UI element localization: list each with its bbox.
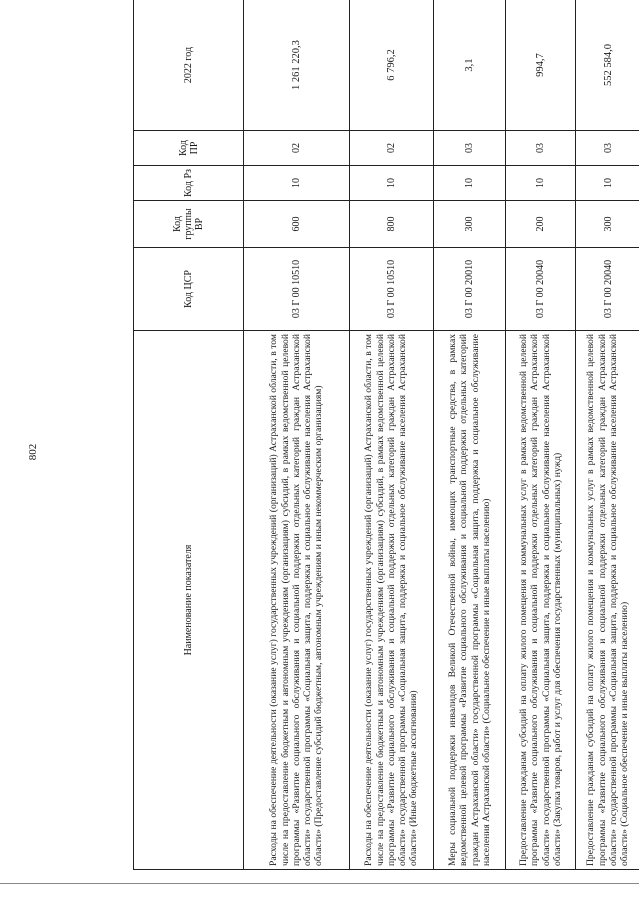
row-pr: 02 xyxy=(244,131,350,166)
row-rz: 10 xyxy=(350,166,434,201)
row-rz: 10 xyxy=(576,166,639,201)
row-amount: 6 796,2 xyxy=(350,0,434,131)
row-csr: 03 Г 00 10510 xyxy=(350,248,434,331)
table-header-row xyxy=(134,0,244,870)
row-csr: 03 Г 00 20040 xyxy=(576,248,639,331)
row-rz: 10 xyxy=(506,166,576,201)
header-name: Наименование показателя xyxy=(134,331,244,870)
table-row xyxy=(244,0,350,870)
row-vr: 600 xyxy=(244,201,350,248)
row-pr: 02 xyxy=(350,131,434,166)
row-amount: 552 584,0 xyxy=(576,0,639,131)
row-name: Расходы на обеспечение деятельности (оказание услуг) государственных учреждений (организаций) Астраханской области, в том числе на предоставление бюджетным и автономным учреждениям (организациям) субсидий, в рамках ведомственной целевой программы «Развитие социального обслуживания и социальной поддержки отдельных категорий граждан Астраханской области» государственной программы «Социальная защита, поддержка и социальное обслуживание населения Астраханской области» (Иные бюджетные ассигнования) xyxy=(350,331,434,870)
row-csr: 03 Г 00 10510 xyxy=(244,248,350,331)
row-vr: 300 xyxy=(576,201,639,248)
header-csr: Код ЦСР xyxy=(134,248,244,331)
header-vr: Код группы ВР xyxy=(134,201,244,248)
row-name: Предоставление гражданам субсидий на оплату жилого помещения и коммунальных услуг в рамках ведомственной целевой программы «Развитие социального обслуживания и социальной поддержки отдельных категорий граждан Астраханской области» государственной программы «Социальная защита, поддержка и социальное обслуживание населения Астраханской области» (Социальное обеспечение и иные выплаты населению) xyxy=(576,331,639,870)
row-name: Расходы на обеспечение деятельности (оказание услуг) государственных учреждений (организаций) Астраханской области, в том числе на предоставление бюджетным и автономным учреждениям (организациям) субсидий, в рамках ведомственной целевой программы «Развитие социального обслуживания и социальной поддержки отдельных категорий граждан Астраханской области» государственной программы «Социальная защита, поддержка и социальное обслуживание населения Астраханской области» (Предоставление субсидий бюджетным, автономным учреждениям и иным некоммерческим организациям) xyxy=(244,331,350,870)
page-bottom-divider xyxy=(0,883,639,884)
row-rz: 10 xyxy=(244,166,350,201)
table-row xyxy=(350,0,434,870)
table-row xyxy=(576,0,639,870)
row-amount: 1 261 220,3 xyxy=(244,0,350,131)
table-row xyxy=(506,0,576,870)
row-csr: 03 Г 00 20010 xyxy=(434,248,506,331)
row-pr: 03 xyxy=(576,131,639,166)
header-rz: Код Рз xyxy=(134,166,244,201)
row-amount: 3,1 xyxy=(434,0,506,131)
table-row xyxy=(434,0,506,870)
row-vr: 200 xyxy=(506,201,576,248)
row-vr: 300 xyxy=(434,201,506,248)
header-pr: Код ПР xyxy=(134,131,244,166)
page-number: 802 xyxy=(27,443,39,461)
row-pr: 03 xyxy=(434,131,506,166)
rotated-table-container xyxy=(133,0,639,870)
row-csr: 03 Г 00 20040 xyxy=(506,248,576,331)
row-pr: 03 xyxy=(506,131,576,166)
row-amount: 994,7 xyxy=(506,0,576,131)
header-year: 2022 год xyxy=(134,0,244,131)
budget-table xyxy=(133,0,639,870)
row-rz: 10 xyxy=(434,166,506,201)
row-name: Предоставление гражданам субсидий на оплату жилого помещения и коммунальных услуг в рамках ведомственной целевой программы «Развитие социального обслуживания и социальной поддержки отдельных категорий граждан Астраханской области» государственной программы «Социальная защита, поддержка и социальное обслуживание населения Астраханской области» (Закупка товаров, работ и услуг для обеспечения государственных (муниципальных) нужд) xyxy=(506,331,576,870)
row-name: Меры социальной поддержки инвалидов Великой Отечественной войны, имеющих транспортные средства, в рамках ведомственной целевой программы «Развитие социального обслуживания и социальной поддержки отдельных категорий граждан Астраханской области» государственной программы «Социальная защита, поддержка и социальное обслуживание населения Астраханской области» (Социальное обеспечение и иные выплаты населению) xyxy=(434,331,506,870)
row-vr: 800 xyxy=(350,201,434,248)
